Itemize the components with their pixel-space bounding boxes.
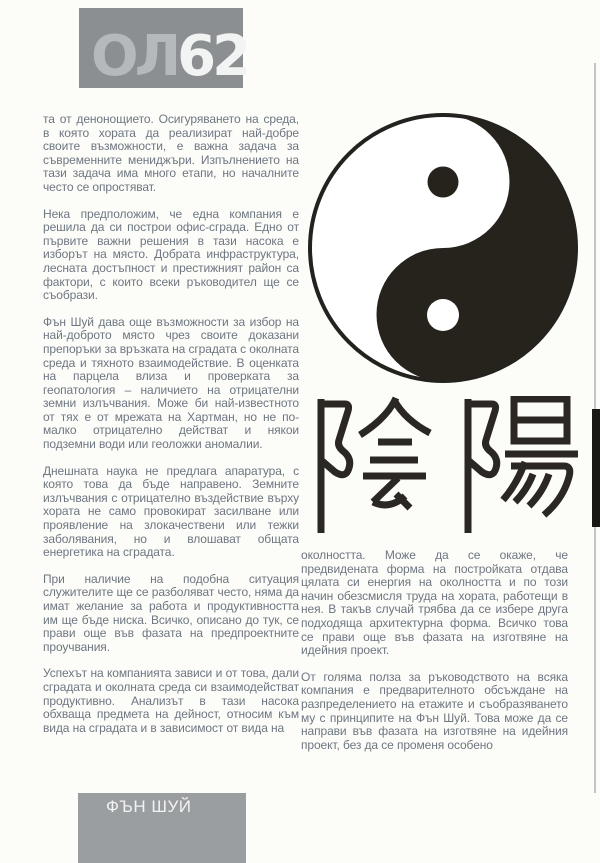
paragraph: Нека предположим, че една компания е решила да си построи офис-сграда. Едно от първите важни решения в тази насока е изборът на място. Добрата инфраструктура, лесната достъпност и престижният район са фактори, с които всеки ръководител ще се съобрази. [43, 206, 299, 303]
masthead-box [79, 8, 248, 89]
section-marker-bar [592, 409, 600, 527]
page-logo [91, 24, 248, 89]
yin-yang-icon [293, 98, 593, 398]
logo-page-number: 62 [177, 24, 248, 89]
paragraph: Днешната наука не предлага апаратура, с която това да бъде направено. Земните излъчвания с отрицателно въздействие върху хората не само провокират засилване или проявление на злокачествени или тежки заболявания, но и влошават общата енергетика на сградата. [43, 463, 299, 560]
article-right-column [301, 549, 568, 752]
chapter-title: ФЪН ШУЙ [106, 797, 192, 816]
paragraph: От голяма полза за ръководството на всяка компания е предварителното обсъждане на разпределението на етажите и съобразяването му с принципите на Фън Шуй. Това може да се направи във фазата на изготвяне на идейния проект, без да се променя особено [301, 669, 568, 752]
paragraph: При наличие на подобна ситуация служителите ще се разболяват често, няма да имат желание за работа и продуктивността им ще бъде ниска. Всичко, описано до тук, се прави още във фазата на предпроектните проучвания. [43, 571, 299, 654]
paragraph: Успехът на компанията зависи и от това, дали сградата и околната среда си взаимодействат продуктивно. Анализът в тази насока обхваща предмета на дейност, относим към вида на сградата и в зависимост от вида на [43, 666, 299, 735]
chapter-footer-box [78, 793, 246, 863]
paragraph: околността. Може да се окаже, че предвидената форма на постройката отдава цялата си енергия на околността и по този начин обезсмисля труда на хората, работещи в нея. В такъв случай трябва да се избере друга подходяща архитектурна форма. Всичко това се прави още във фазата на изготвяне на идейния проект. [301, 548, 568, 658]
yin-yang-characters [308, 396, 580, 546]
logo-text: ОЛ [91, 24, 178, 89]
yang-glyph [468, 399, 578, 533]
article-left-column [43, 113, 299, 735]
yin-glyph [321, 398, 430, 533]
paragraph: Фън Шуй дава още възможности за избор на най-доброто място чрез своите доказани препоръки за връзката на сградата с околната среда и тяхното взаимодействие. В оценката на парцела влиза и проверката за геопатология – наличието на отрицателни земни излъчвания. Може би най-известното от тях е от мрежата на Хартман, но не по-малко отрицателно действат и някои подземни води или геоложки аномалии. [43, 314, 299, 452]
paragraph: та от денонощието. Осигуряването на среда, в която хората да реализират най-добре своите възможности, е важна задача за съвременните мениджъри. Изпълнението на тази задача има много етапи, но началните често се опростяват. [43, 112, 299, 194]
